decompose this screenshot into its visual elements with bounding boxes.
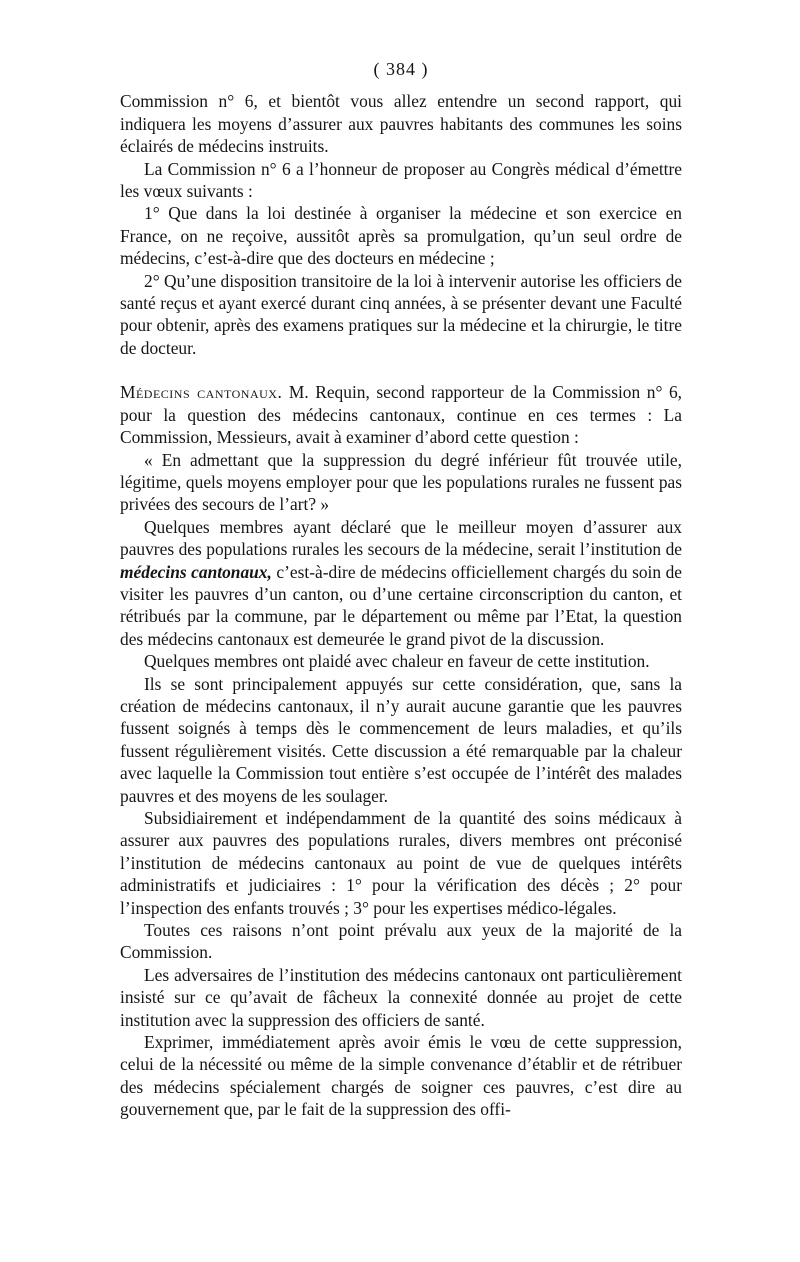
vow-item-2: 2° Qu’une disposition transitoire de la loi à intervenir autorise les officiers de santé reçus et ayant exercé durant cinq années, à se présenter devant une Faculté pour obtenir, après des examens pratiques sur la médecine et la chirurgie, le titre de docteur. xyxy=(120,270,682,358)
book-page xyxy=(120,58,682,1121)
section-heading: Médecins cantonaux. xyxy=(120,382,283,403)
paragraph-institution: Quelques membres ayant déclaré que le meilleur moyen d’assurer aux pauvres des populations rurales les secours de la médecine, serait l’institution de médecins cantonaux, c’est-à-dire de médecins officiellement chargés du soin de visiter les pauvres d’un canton, ou d’une certaine circonscription du canton, et rétribués par la commune, par le département ou même par l’Etat, la question des médecins cantonaux est demeurée le grand pivot de la discussion. xyxy=(120,516,682,649)
paragraph-opponents: Les adversaires de l’institution des médecins cantonaux ont particulièrement insisté sur ce qu’avait de fâcheux la connexité donnée au projet de cette institution avec la suppression des officiers de santé. xyxy=(120,964,682,1030)
vow-item-1: 1° Que dans la loi destinée à organiser la médecine et son exercice en France, on ne reçoive, aussitôt après sa promulgation, qu’un seul ordre de médecins, c’est-à-dire que des docteurs en médecine ; xyxy=(120,203,682,269)
term-medecins-cantonaux: médecins cantonaux, xyxy=(120,561,272,582)
paragraph-subsidiary: Subsidiairement et indépendamment de la quantité des soins médicaux à assurer aux pauvres des populations rurales, divers membres ont préconisé l’institution de médecins cantonaux au point de vue de quelques intérêts administratifs et judiciaires : 1° pour la vérification des décès ; 2° pour l’inspection des enfants trouvés ; 3° pour les expertises médico-légales. xyxy=(120,808,682,918)
paragraph-arguments: Ils se sont principalement appuyés sur cette considération, que, sans la création de médecins cantonaux, il n’y aurait aucune garantie que les pauvres fussent soignés à temps dès le commencement de leurs maladies, et qu’ils fussent régulièrement visités. Cette discussion a été remarquable par la chaleur avec laquelle la Commission tout entière s’est occupée de l’intérêt des malades pauvres et des moyens de les soulager. xyxy=(120,673,682,806)
paragraph-majority: Toutes ces raisons n’ont point prévalu aux yeux de la majorité de la Commission. xyxy=(120,920,682,963)
vows-list xyxy=(120,202,682,359)
section-opening xyxy=(120,381,682,448)
paragraph-conclusion: Exprimer, immédiatement après avoir émis le vœu de cette suppression, celui de la nécessité ou même de la simple convenance d’établir et de rétribuer des médecins spécialement chargés de soigner ces pauvres, c’est dire au gouvernement que, par le fait de la suppression des offi- xyxy=(120,1032,682,1120)
paragraph-intro: Commission n° 6, et bientôt vous allez entendre un second rapport, qui indiquera les moyens d’assurer aux pauvres habitants des communes les soins éclairés de médecins instruits. xyxy=(120,91,682,157)
paragraph-proposal: La Commission n° 6 a l’honneur de proposer au Congrès médical d’émettre les vœux suivants : xyxy=(120,158,682,202)
page-number: ( 384 ) xyxy=(373,59,429,79)
section-lead: M. Requin, second rapporteur de la Commission n° 6, pour la question des médecins cantonaux, continue en ces termes : La Commission, Messieurs, avait à examiner d’abord cette question : xyxy=(120,382,682,448)
paragraph-advocates: Quelques membres ont plaidé avec chaleur en faveur de cette institution. xyxy=(144,651,650,672)
quoted-question: « En admettant que la suppression du degré inférieur fût trouvée utile, légitime, quels moyens employer pour que les populations rurales ne fussent pas privées des secours de l’art? » xyxy=(120,449,682,515)
